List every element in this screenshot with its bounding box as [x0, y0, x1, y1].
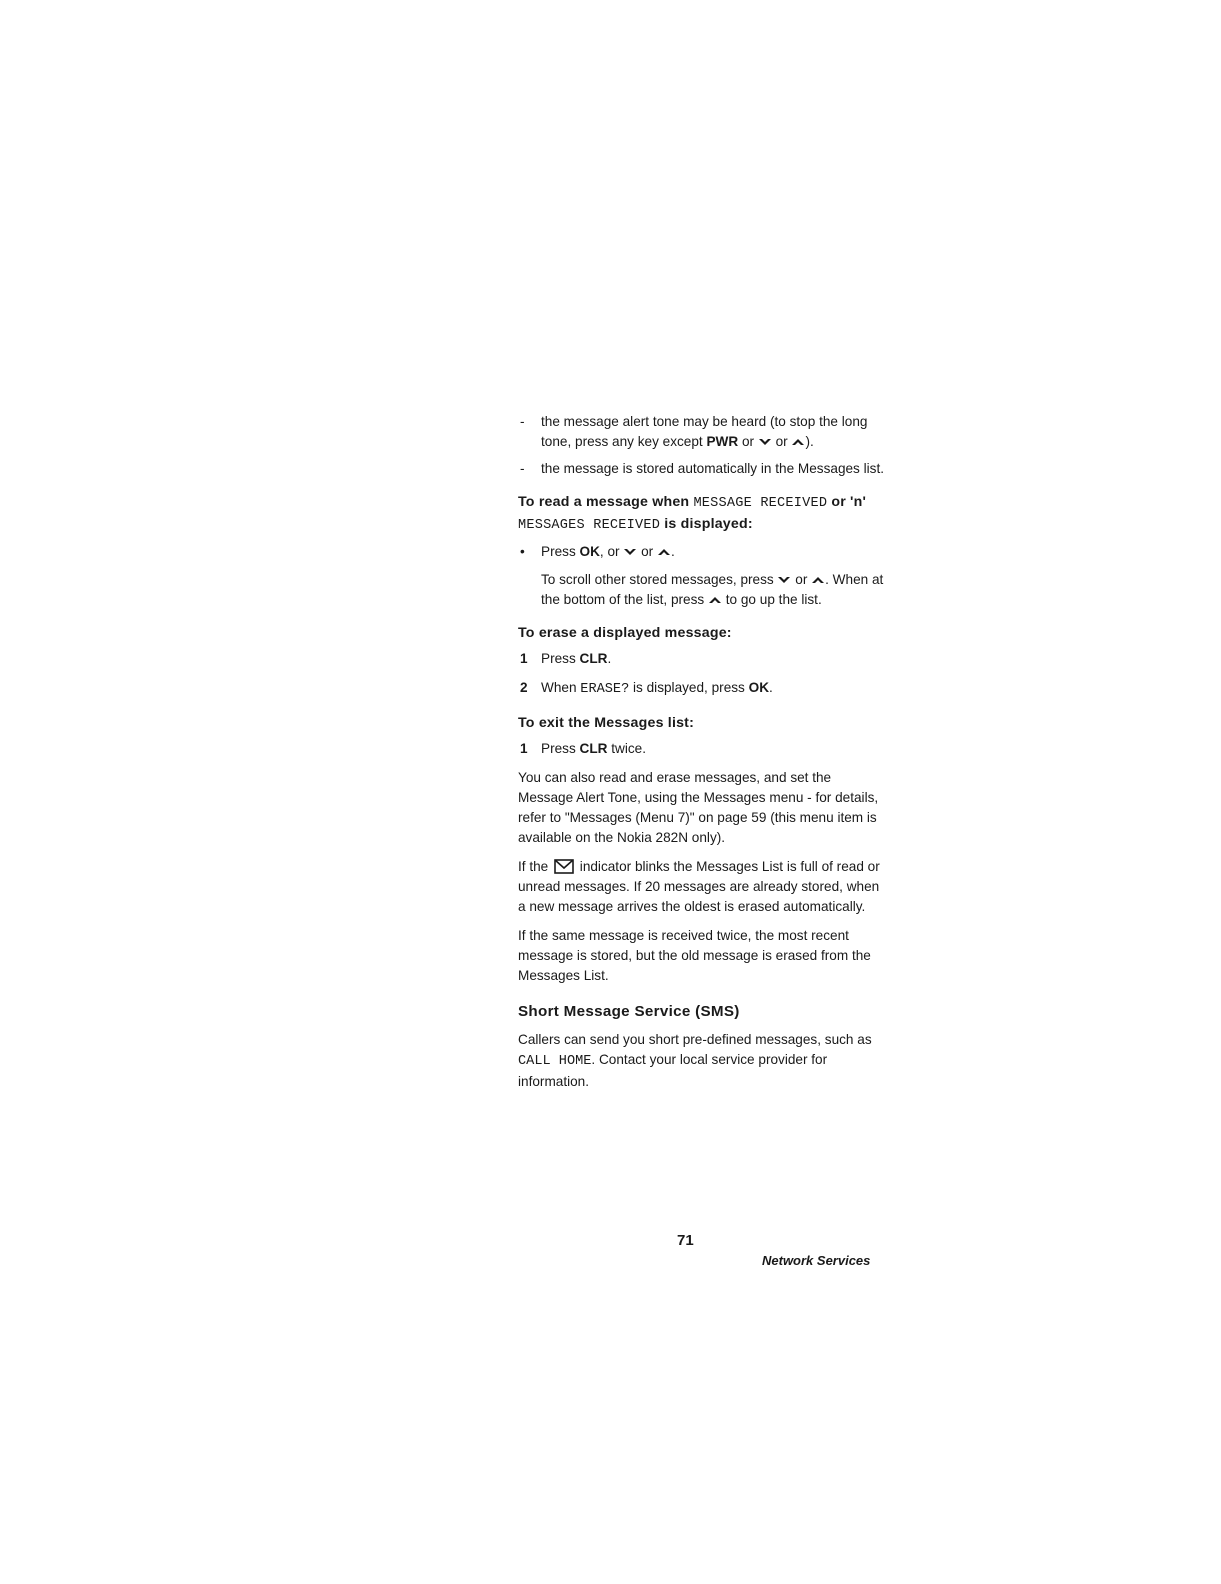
key-label: PWR [706, 434, 739, 449]
text: Press [541, 741, 580, 756]
display-text: ERASE? [580, 682, 630, 697]
key-label: CLR [579, 741, 608, 756]
paragraph [518, 857, 890, 917]
text: ). [805, 434, 814, 449]
running-footer: Network Services [762, 1253, 871, 1268]
display-text: MESSAGE RECEIVED [693, 496, 828, 511]
text: Press [541, 651, 580, 666]
paragraph [518, 570, 890, 610]
paragraph: You can also read and erase messages, and set the Message Alert Tone, using the Messages menu - for details, refer to "Messages (Menu 7)" on page 59 (this menu item is available on the Nokia 282N only). [518, 770, 879, 845]
text: . [607, 651, 612, 666]
text: . Contact your local service provider for information. [518, 1052, 828, 1089]
arrow-up-icon [811, 575, 825, 585]
text: . When at the bottom of the list, press [541, 572, 884, 607]
text: or [637, 544, 657, 559]
text: the message is stored automatically in the Messages list. [541, 461, 885, 476]
arrow-up-icon [791, 437, 805, 447]
dash-mark: - [520, 461, 525, 476]
text: If the [518, 859, 553, 874]
paragraph: If the same message is received twice, the most recent message is stored, but the old message is erased from the Messages List. [518, 928, 871, 983]
arrow-up-icon [657, 547, 671, 557]
bullet-mark: • [520, 544, 525, 559]
arrow-down-icon [758, 437, 772, 447]
list-item [518, 649, 890, 669]
display-text: MESSAGES RECEIVED [518, 518, 661, 533]
section-title: Short Message Service (SMS) [518, 1003, 740, 1020]
text: . [670, 544, 675, 559]
key-label: CLR [579, 651, 608, 666]
arrow-up-icon [708, 595, 722, 605]
text: is displayed: [660, 516, 753, 532]
text: Press [541, 544, 580, 559]
text: or 'n' [827, 494, 867, 510]
text: or [771, 434, 792, 449]
page-content [518, 412, 890, 1101]
heading-erase-message: To erase a displayed message: [518, 625, 732, 641]
list-item [518, 678, 890, 700]
page-number: 71 [677, 1232, 694, 1249]
key-label: OK [748, 680, 770, 695]
text: twice. [607, 741, 647, 756]
text: the message alert tone may be heard (to stop the long tone, press any key except [541, 414, 868, 449]
paragraph [518, 1030, 890, 1092]
text: , or [599, 544, 624, 559]
envelope-icon [554, 859, 574, 874]
step-number: 1 [520, 651, 528, 666]
arrow-down-icon [777, 575, 791, 585]
key-label: OK [579, 544, 600, 559]
list-item [518, 412, 890, 452]
list-item [518, 459, 890, 479]
text: To read a message when [518, 494, 694, 510]
step-number: 1 [520, 741, 528, 756]
text: is displayed, press [629, 680, 749, 695]
text: To scroll other stored messages, press [541, 572, 778, 587]
text: or [791, 572, 812, 587]
text: Callers can send you short pre-defined messages, such as [518, 1032, 872, 1047]
arrow-down-icon [623, 547, 637, 557]
text: to go up the list. [721, 592, 822, 607]
heading-read-message [518, 492, 890, 536]
list-item [518, 739, 890, 759]
text: . [769, 680, 773, 695]
text: or [738, 434, 758, 449]
step-number: 2 [520, 680, 528, 695]
text: indicator blinks the Messages List is full of read or unread messages. If 20 messages are already stored, when a new message arrives the oldest is erased automatically. [518, 859, 880, 914]
dash-mark: - [520, 414, 525, 429]
list-item [518, 542, 890, 562]
display-text: CALL HOME [518, 1054, 592, 1069]
text: When [541, 680, 581, 695]
heading-exit-list: To exit the Messages list: [518, 715, 695, 731]
